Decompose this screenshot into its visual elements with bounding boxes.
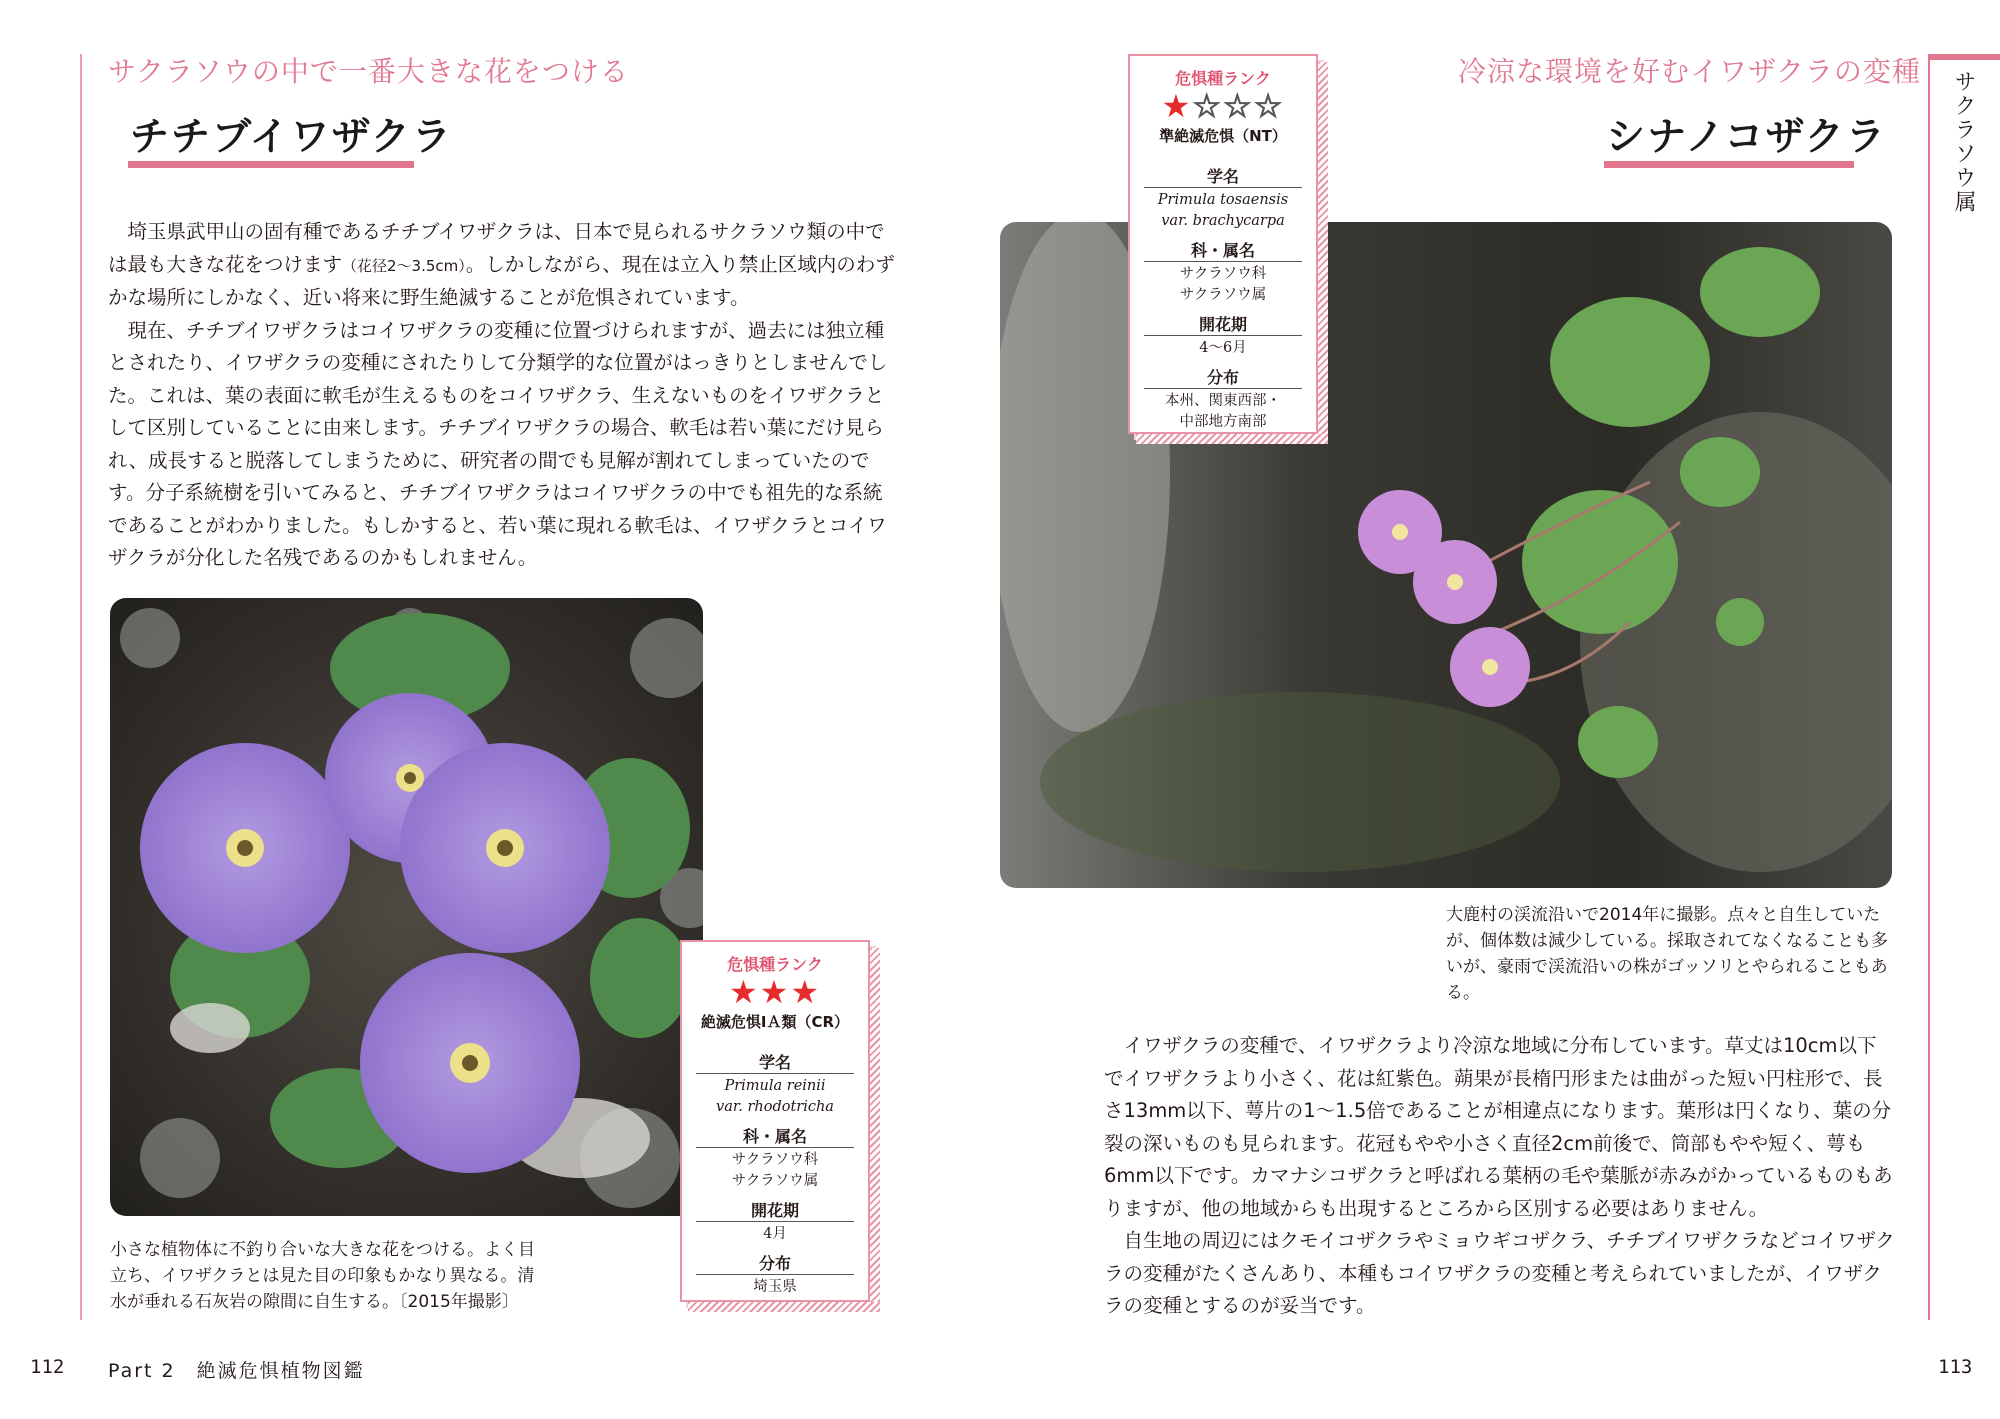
left-title: チチブイワザクラ [130, 115, 453, 160]
rank-stars [682, 975, 868, 1009]
bloom-period: 4〜6月 [1199, 340, 1247, 356]
genus-side-tab [1928, 54, 2000, 1320]
distribution-heading: 分布 [696, 1245, 854, 1275]
right-paragraph-1: イワザクラの変種で、イワザクラより冷涼な地域に分布しています。草丈は10cm以下でイワザクラより小さく、花は紅紫色。蒴果が長楕円形または曲がった短い円柱形で、長さ13mm以下、萼片の1〜1.5倍であることが相違点になります。葉形は円くなり、葉の分裂の深いものも見られます。花冠もやや小さく直径2cm前後で、筒部もやや短く、萼も6mm以下です。カマナシコザクラと呼ばれる葉柄の毛や葉脈が赤みがかっているものもありますが、他の地域からも出現するところから区別する必要はありません。 [1104, 1034, 1893, 1220]
left-info-card [680, 940, 870, 1302]
right-title-underline [1604, 161, 1854, 168]
bloom-heading: 開花期 [1144, 306, 1302, 336]
rank-status: 準絶滅危惧（NT） [1159, 127, 1287, 145]
distribution-heading: 分布 [1144, 359, 1302, 389]
right-body-text [1104, 1030, 1896, 1323]
card-decoration [1136, 434, 1328, 444]
star-empty-icon: ☆☆☆ [1192, 87, 1285, 125]
family-heading: 科・属名 [696, 1118, 854, 1148]
right-subtitle: 冷涼な環境を好むイワザクラの変種 [1458, 55, 1921, 88]
star-filled-icon: ★ [1161, 87, 1193, 125]
distribution: 本州、関東西部・ 中部地方南部 [1165, 393, 1281, 430]
rank-status: 絶滅危惧ⅠＡ類（CR） [700, 1013, 850, 1031]
left-body-text [108, 216, 900, 575]
page-number-left: 112 [30, 1356, 65, 1378]
part-label: Part 2 絶滅危惧植物図鑑 [108, 1360, 365, 1382]
bloom-period: 4月 [763, 1226, 787, 1242]
scientific-name: Primula reinii var. rhodotricha [716, 1078, 834, 1115]
card-decoration [688, 1302, 880, 1312]
star-filled-icon: ★★★ [728, 973, 822, 1011]
genus-side-tab-label: サクラソウ属 [1951, 70, 1976, 214]
left-photo-chichibu-iwazakura [110, 598, 703, 1216]
scientific-name-heading: 学名 [1144, 158, 1302, 188]
bloom-heading: 開花期 [696, 1192, 854, 1222]
rank-stars [1130, 89, 1316, 123]
left-subtitle: サクラソウの中で一番大きな花をつける [108, 55, 629, 88]
family-heading: 科・属名 [1144, 232, 1302, 262]
right-title: シナノコザクラ [1606, 115, 1887, 160]
family-genus: サクラソウ科 サクラソウ属 [1179, 266, 1267, 303]
rank-label: 危惧種ランク [727, 955, 823, 974]
left-paragraph-2: 現在、チチブイワザクラはコイワザクラの変種に位置づけられますが、過去には独立種とされたり、イワザクラの変種にされたりして分類学的な位置がはっきりとしませんでした。これは、葉の表面に軟毛が生えるものをコイワザクラ、生えないものをイワザクラとして区別していることに由来します。チチブイワザクラの場合、軟毛は若い葉にだけ見られ、成長すると脱落してしまうために、研究者の間でも見解が割れてしまっていたのです。分子系統樹を引いてみると、チチブイワザクラはコイワザクラの中でも祖先的な系統であることがわかりました。もしかすると、若い葉に現れる軟毛は、イワザクラとコイワザクラが分化した名残であるのかもしれません。 [108, 318, 888, 569]
rank-label: 危惧種ランク [1175, 69, 1271, 88]
right-paragraph-2: 自生地の周辺にはクモイコザクラやミョウギコザクラ、チチブイワザクラなどコイワザクラの変種がたくさんあり、本種もコイワザクラの変種と考えられていましたが、イワザクラの変種とするのが妥当です。 [1104, 1229, 1895, 1317]
right-photo-caption: 大鹿村の渓流沿いで2014年に撮影。点々と自生していたが、個体数は減少している。採取されてなくなることも多いが、豪雨で渓流沿いの株がゴッソリとやられることもある。 [1446, 905, 1888, 1003]
distribution: 埼玉県 [753, 1279, 797, 1295]
left-photo-caption: 小さな植物体に不釣り合いな大きな花をつける。よく目立ち、イワザクラとは見た目の印象もかなり異なる。清水が垂れる石灰岩の隙間に自生する。〔2015年撮影〕 [110, 1240, 535, 1312]
left-margin-rule [80, 54, 82, 1320]
card-decoration [1318, 62, 1328, 444]
scientific-name-heading: 学名 [696, 1044, 854, 1074]
scientific-name: Primula tosaensis var. brachycarpa [1157, 192, 1289, 229]
family-genus: サクラソウ科 サクラソウ属 [731, 1152, 819, 1189]
page-number-right: 113 [1938, 1356, 1973, 1378]
left-title-underline [128, 161, 414, 168]
right-info-card [1128, 54, 1318, 434]
left-paragraph-1: 埼玉県武甲山の固有種であるチチブイワザクラは、日本で見られるサクラソウ類の中では最も大きな花をつけます（花径2〜3.5cm）。しかしながら、現在は立入り禁止区域内のわずかな場所にしかなく、近い将来に野生絶滅することが危惧されています。 [108, 220, 895, 309]
card-decoration [870, 948, 880, 1312]
